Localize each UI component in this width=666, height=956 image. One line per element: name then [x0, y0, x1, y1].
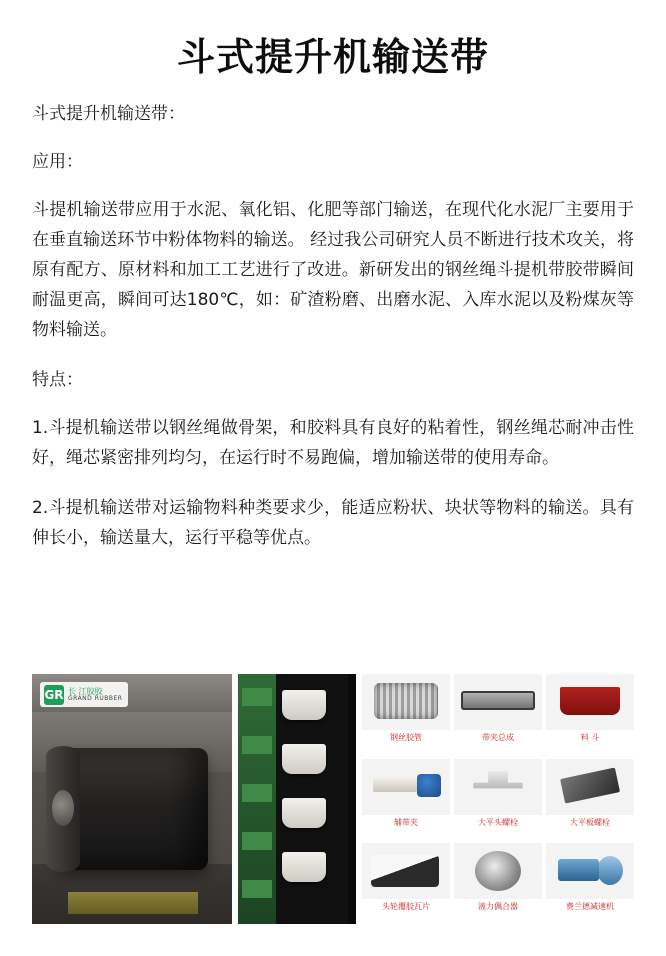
part-item: [362, 843, 450, 924]
paragraph-features-heading: 特点：: [32, 370, 83, 390]
part-caption: 液力偶合器: [478, 902, 518, 912]
part-caption: 费兰德减速机: [566, 902, 614, 912]
logo-english-text: GRAND RUBBER: [68, 695, 123, 702]
part-thumbnail: [546, 843, 634, 899]
bucket-item: [282, 798, 326, 828]
bucket-item: [282, 690, 326, 720]
paragraph-application-body: 斗提机输送带应用于水泥、氧化铝、化肥等部门输送，在现代化水泥厂主要用于在垂直输送环节中粉体物料的输送。 经过我公司研究人员不断进行技术攻关，将原有配方、原材料和加工工艺进行了改进。新研发出的钢丝绳斗提机带胶带瞬间耐温更高，瞬间可达180℃，如：矿渣粉磨、出磨水泥、入库水泥以及粉煤灰等物料输送。: [32, 200, 634, 340]
bucket-item: [282, 852, 326, 882]
paragraph-intro: 斗式提升机输送带：: [32, 104, 185, 124]
part-item: [362, 674, 450, 755]
part-item: [546, 674, 634, 755]
part-thumbnail: [546, 674, 634, 730]
part-thumbnail: [454, 843, 542, 899]
part-item: [362, 759, 450, 840]
part-thumbnail: [362, 843, 450, 899]
paragraph-feature-1: 1.斗提机输送带以钢丝绳做骨架，和胶料具有良好的粘着性，钢丝绳芯耐冲击性好，绳芯紧密排列均匀，在运行时不易跑偏，增加输送带的使用寿命。: [32, 418, 634, 468]
paragraph-feature-2: 2.斗提机输送带对运输物料种类要求少，能适应粉状、块状等物料的输送。具有伸长小，输送量大，运行平稳等优点。: [32, 498, 634, 548]
elevator-buckets-photo: [238, 674, 356, 924]
image-gallery: [32, 674, 634, 924]
part-thumbnail: [546, 759, 634, 815]
paragraph-application-heading: 应用：: [32, 152, 83, 172]
part-item: [546, 759, 634, 840]
part-caption: 大平板螺栓: [570, 817, 610, 827]
part-item: [454, 843, 542, 924]
part-caption: 钢丝胶管: [390, 733, 422, 742]
part-item: [546, 843, 634, 924]
page-title: 斗式提升机输送带: [176, 35, 489, 79]
part-thumbnail: [454, 674, 542, 730]
part-caption: 头轮覆胶瓦片: [382, 902, 430, 912]
belt-roll-core: [52, 790, 74, 826]
logo-chinese-text: 长 江胶胶: [68, 687, 103, 696]
part-caption: 带夹总成: [482, 733, 514, 742]
part-thumbnail: [454, 759, 542, 815]
part-item: [454, 759, 542, 840]
green-frame: [238, 674, 276, 924]
document-page: [0, 26, 666, 956]
belt-roll-stand: [68, 892, 198, 914]
part-caption: 大平头螺栓: [478, 817, 518, 827]
part-caption: 辅带夹: [394, 817, 418, 827]
logo-mark-icon: GR: [44, 685, 64, 705]
part-thumbnail: [362, 674, 450, 730]
brand-logo: [40, 682, 128, 707]
parts-grid: [362, 674, 634, 924]
belt-edge: [348, 674, 356, 924]
conveyor-belt-roll-photo: [32, 674, 232, 924]
part-thumbnail: [362, 759, 450, 815]
part-caption: 料 斗: [580, 733, 600, 742]
part-item: [454, 674, 542, 755]
bucket-item: [282, 744, 326, 774]
